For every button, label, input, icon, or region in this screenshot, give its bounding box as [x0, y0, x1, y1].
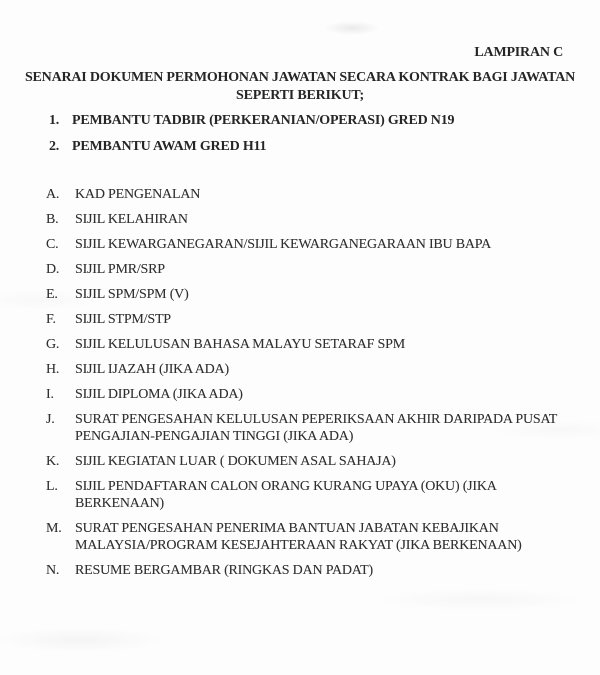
list-marker: E.	[46, 287, 58, 302]
list-item	[49, 112, 570, 130]
list-marker: I.	[46, 387, 54, 402]
list-item-text: SIJIL PMR/SRP	[75, 262, 165, 277]
list-item	[49, 138, 570, 156]
list-item-text: SIJIL SPM/SPM (V)	[75, 287, 189, 302]
list-marker: D.	[46, 262, 60, 277]
list-item-text: SIJIL KELULUSAN BAHASA MALAYU SETARAF SPM	[75, 337, 405, 352]
list-marker: J.	[46, 412, 55, 427]
list-marker: H.	[46, 362, 60, 377]
list-item-text: SIJIL PENDAFTARAN CALON ORANG KURANG UPAYA (OKU) (JIKA BERKENAAN)	[75, 479, 496, 511]
list-item	[46, 520, 570, 554]
document-title-line1: SENARAI DOKUMEN PERMOHONAN JAWATAN SECARA KONTRAK BAGI JAWATAN	[24, 70, 576, 85]
list-item	[46, 336, 570, 353]
list-item-text: PEMBANTU TADBIR (PERKERANIAN/OPERASI) GRED N19	[72, 113, 455, 128]
list-marker: 1.	[49, 113, 60, 128]
list-item-text: SIJIL DIPLOMA (JIKA ADA)	[75, 387, 243, 402]
list-item	[46, 236, 570, 253]
list-item	[46, 361, 570, 378]
list-item	[46, 211, 570, 228]
list-marker: C.	[46, 237, 59, 252]
position-list	[49, 112, 570, 164]
list-item-text: SIJIL STPM/STP	[75, 312, 171, 327]
list-item-text: SIJIL KEWARGANEGARAN/SIJIL KEWARGANEGARAAN IBU BAPA	[75, 237, 492, 252]
list-item	[46, 453, 570, 470]
list-marker: N.	[46, 563, 60, 578]
list-marker: G.	[46, 337, 60, 352]
list-item-text: SURAT PENGESAHAN KELULUSAN PEPERIKSAAN AKHIR DARIPADA PUSAT PENGAJIAN-PENGAJIAN TINGGI (JIKA ADA)	[75, 412, 558, 444]
list-item	[46, 411, 570, 445]
list-item-text: SIJIL IJAZAH (JIKA ADA)	[75, 362, 229, 377]
list-item	[46, 186, 570, 203]
attachment-label: LAMPIRAN C	[474, 45, 563, 60]
list-item	[46, 261, 570, 278]
list-item-text: SIJIL KELAHIRAN	[75, 212, 188, 227]
list-marker: F.	[46, 312, 56, 327]
list-item	[46, 286, 570, 303]
list-item-text: PEMBANTU AWAM GRED H11	[72, 139, 267, 154]
list-marker: 2.	[49, 139, 60, 154]
document-title-line2: SEPERTI BERIKUT;	[236, 88, 364, 103]
list-item-text: SIJIL KEGIATAN LUAR ( DOKUMEN ASAL SAHAJA)	[75, 454, 396, 469]
list-item	[46, 311, 570, 328]
list-item	[46, 562, 570, 579]
list-marker: M.	[46, 521, 62, 536]
list-marker: L.	[46, 479, 58, 494]
required-documents-list	[46, 186, 570, 587]
list-marker: B.	[46, 212, 59, 227]
list-item	[46, 386, 570, 403]
document-title	[0, 69, 600, 105]
list-item-text: SURAT PENGESAHAN PENERIMA BANTUAN JABATAN KEBAJIKAN MALAYSIA/PROGRAM KESEJAHTERAAN RAKYAT (JIKA BERKENAAN)	[75, 521, 522, 553]
list-item	[46, 478, 570, 512]
list-item-text: RESUME BERGAMBAR (RINGKAS DAN PADAT)	[75, 563, 373, 578]
list-item-text: KAD PENGENALAN	[75, 187, 201, 202]
list-marker: K.	[46, 454, 60, 469]
list-marker: A.	[46, 187, 60, 202]
